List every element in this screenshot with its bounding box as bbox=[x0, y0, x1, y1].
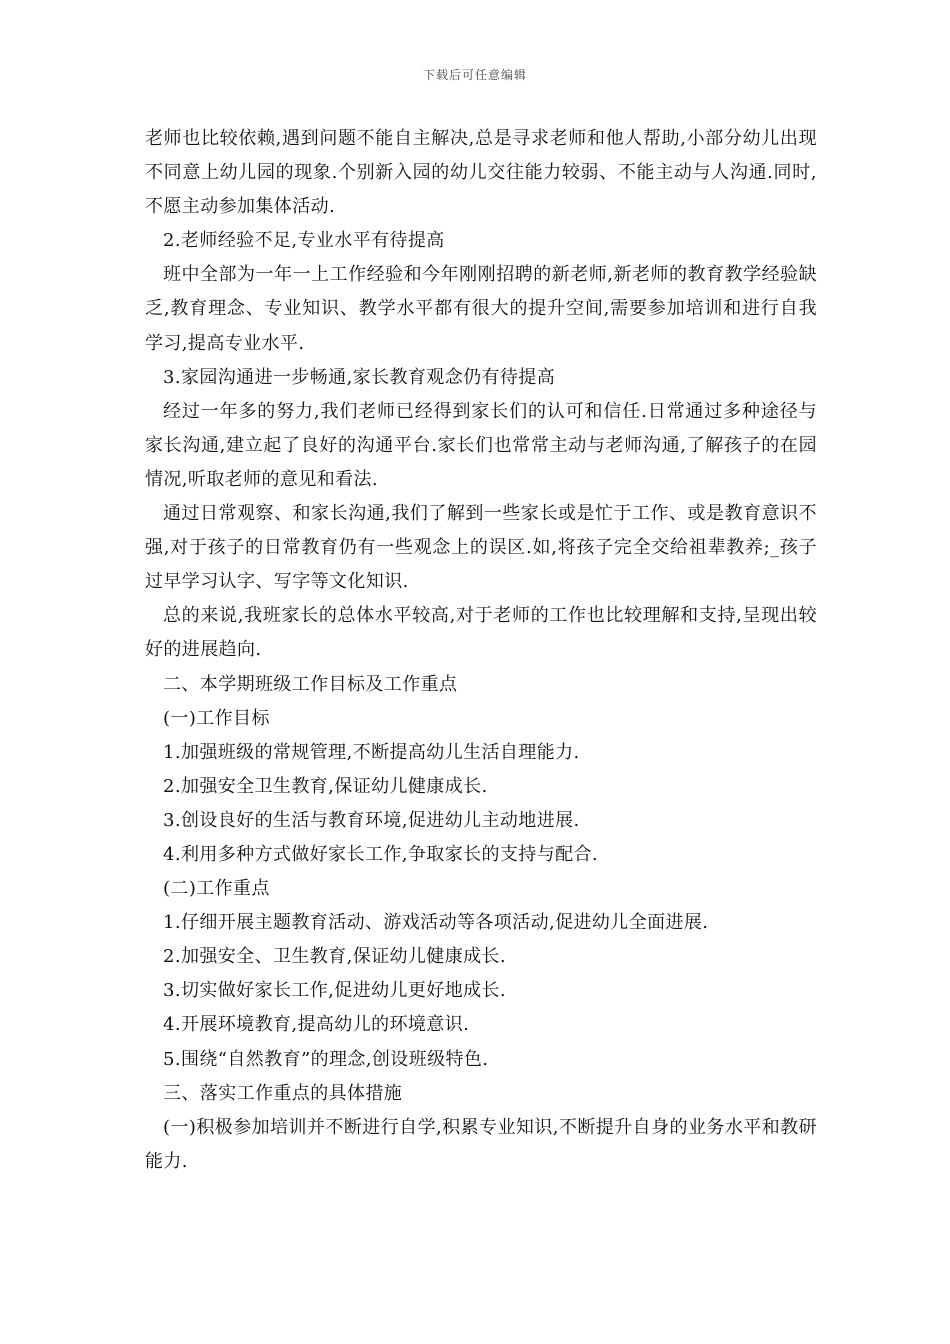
document-body bbox=[145, 122, 817, 1179]
page-header: 下载后可任意编辑 bbox=[422, 68, 527, 82]
paragraph: (一)积极参加培训并不断进行自学,积累专业知识,不断提升自身的业务水平和教研能力. bbox=[145, 1116, 817, 1172]
paragraph: 总的来说,我班家长的总体水平较高,对于老师的工作也比较理解和支持,呈现出较好的进展趋向. bbox=[145, 605, 817, 661]
paragraph: 班中全部为一年一上工作经验和今年刚刚招聘的新老师,新老师的教育教学经验缺乏,教育理念、专业知识、教学水平都有很大的提升空间,需要参加培训和进行自我学习,提高专业水平. bbox=[145, 264, 817, 354]
list-item: 1.仔细开展主题教育活动、游戏活动等各项活动,促进幼儿全面进展. bbox=[163, 912, 709, 934]
list-item: 2.加强安全卫生教育,保证幼儿健康成长. bbox=[163, 775, 488, 797]
subsection-heading: (二)工作重点 bbox=[163, 878, 270, 900]
subsection-heading: (一)工作目标 bbox=[163, 707, 270, 729]
paragraph: 老师也比较依赖,遇到问题不能自主解决,总是寻求老师和他人帮助,小部分幼儿出现不同意上幼儿园的现象.个别新入园的幼儿交往能力较弱、不能主动与人沟通.同时,不愿主动参加集体活动. bbox=[145, 128, 817, 218]
subheading: 2.老师经验不足,专业水平有待提高 bbox=[163, 230, 445, 252]
paragraph: 通过日常观察、和家长沟通,我们了解到一些家长或是忙于工作、或是教育意识不强,对于孩子的日常教育仍有一些观念上的误区.如,将孩子完全交给祖辈教养;_孩子过早学习认字、写字等文化知识. bbox=[145, 503, 817, 593]
section-heading: 三、落实工作重点的具体措施 bbox=[163, 1082, 403, 1104]
list-item: 3.创设良好的生活与教育环境,促进幼儿主动地进展. bbox=[163, 809, 580, 831]
list-item: 4.利用多种方式做好家长工作,争取家长的支持与配合. bbox=[163, 843, 599, 865]
list-item: 2.加强安全、卫生教育,保证幼儿健康成长. bbox=[163, 946, 507, 968]
list-item: 4.开展环境教育,提高幼儿的环境意识. bbox=[163, 1014, 470, 1036]
subheading: 3.家园沟通进一步畅通,家长教育观念仍有待提高 bbox=[163, 366, 556, 388]
section-heading: 二、本学期班级工作目标及工作重点 bbox=[163, 673, 458, 695]
paragraph: 经过一年多的努力,我们老师已经得到家长们的认可和信任.日常通过多种途径与家长沟通,建立起了良好的沟通平台.家长们也常常主动与老师沟通,了解孩子的在园情况,听取老师的意见和看法. bbox=[145, 400, 817, 490]
list-item: 3.切实做好家长工作,促进幼儿更好地成长. bbox=[163, 980, 507, 1002]
list-item: 1.加强班级的常规管理,不断提高幼儿生活自理能力. bbox=[163, 741, 580, 763]
list-item: 5.围绕“自然教育”的理念,创设班级特色. bbox=[163, 1048, 489, 1070]
